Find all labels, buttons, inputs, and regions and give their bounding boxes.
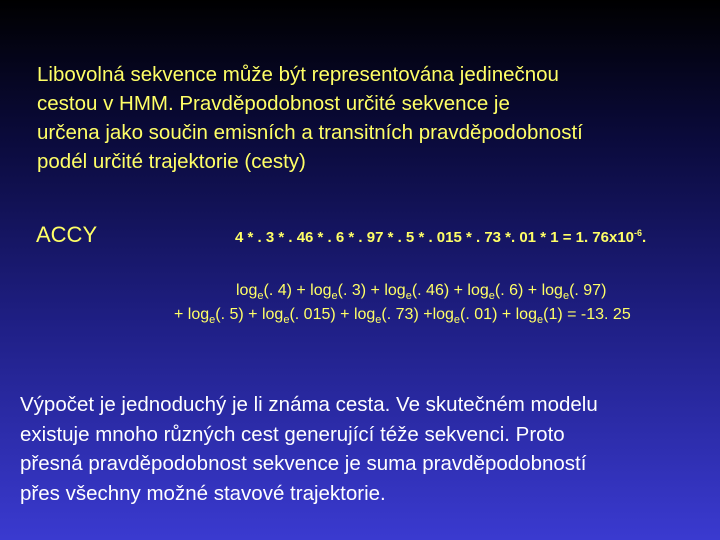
log-function: log	[432, 306, 454, 323]
log-base: e	[331, 290, 338, 303]
log-base: e	[488, 290, 495, 303]
log-sum-line-2	[174, 306, 631, 326]
log-argument: (. 73)	[381, 306, 419, 323]
log-term-operator: +	[174, 306, 188, 323]
log-base: e	[257, 290, 264, 303]
log-argument: (. 97)	[569, 282, 607, 299]
log-argument: (1)	[543, 306, 563, 323]
log-argument: (. 5)	[215, 306, 244, 323]
log-term-operator: +	[449, 282, 468, 299]
log-argument: (. 3)	[337, 282, 367, 299]
log-term-operator: +	[523, 282, 542, 299]
log-base: e	[283, 314, 290, 327]
log-base: e	[536, 314, 544, 327]
log-argument: (. 015)	[289, 306, 336, 323]
log-base: e	[453, 314, 461, 327]
log-function: log	[467, 282, 489, 299]
product-end: .	[642, 229, 647, 246]
log-argument: (. 4)	[263, 282, 292, 299]
log-term-operator: +	[497, 306, 516, 323]
log-term-operator: +	[291, 282, 311, 299]
log-term-operator: +	[366, 282, 385, 299]
intro-paragraph: Libovolná sekvence může být representována jedinečnou cestou v HMM. Pravděpodobnost určité sekvence je určena jako součin emisních a transitních pravděpodobností podél určité trajektorie (cesty)	[37, 63, 583, 173]
log-function: log	[515, 306, 537, 323]
log-function: log	[261, 306, 284, 323]
log-argument: (. 6)	[494, 282, 524, 299]
log-function: log	[187, 306, 210, 323]
log-function: log	[310, 282, 332, 299]
log-base: e	[209, 314, 216, 327]
log-base: e	[375, 314, 382, 327]
log-function: log	[541, 282, 563, 299]
log-sum-result: = -13. 25	[562, 306, 631, 323]
sequence-label: ACCY	[36, 222, 98, 247]
log-function: log	[384, 282, 406, 299]
log-base: e	[405, 290, 412, 303]
log-term-operator: +	[335, 306, 354, 323]
log-term-operator: +	[243, 306, 262, 323]
log-argument: (. 46)	[411, 282, 450, 299]
log-sum-line-1	[236, 282, 606, 302]
log-function: log	[353, 306, 376, 323]
conclusion-paragraph: Výpočet je jednoduchý je li známa cesta. Ve skutečném modelu existuje mnoho různých cest generující téže sekvenci. Proto přesná pravděpodobnost sekvence je suma pravděpodobností přes všechny možné stavové trajektorie.	[20, 393, 598, 505]
product-exponent: -6	[634, 228, 643, 238]
log-term-operator: +	[418, 306, 433, 323]
log-function: log	[236, 282, 258, 299]
probability-product	[235, 228, 646, 246]
log-base: e	[562, 290, 570, 303]
log-argument: (. 01)	[460, 306, 498, 323]
product-text: 4 * . 3 * . 46 * . 6 * . 97 * . 5 * . 015 * . 73 *. 01 * 1 = 1. 76x10	[235, 229, 635, 246]
